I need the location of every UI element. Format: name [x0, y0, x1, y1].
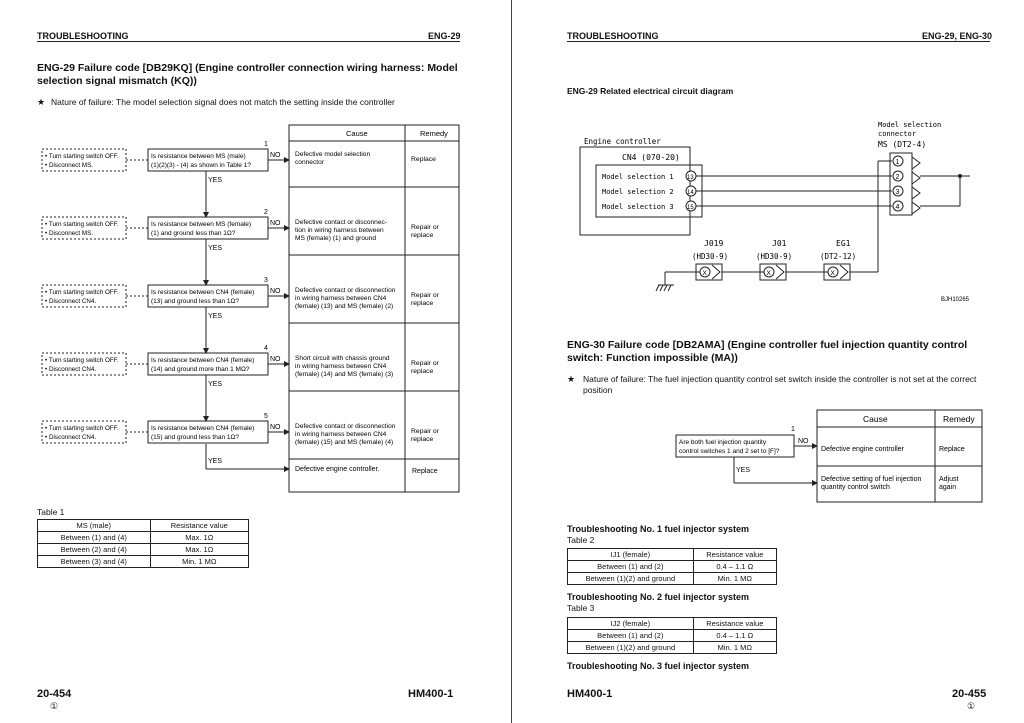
ts2-caption: Table 3: [567, 603, 595, 613]
step-number: 3: [264, 277, 268, 284]
ms-label-3: MS (DT2-4): [878, 140, 927, 149]
question-text: (13) and ground less than 1Ω?: [151, 298, 239, 305]
x-pin: X: [702, 270, 707, 277]
table1-header-ms: MS (male): [38, 520, 151, 532]
right-header-rule: [567, 41, 990, 42]
remedy-text: replace: [411, 436, 434, 443]
no-label: NO: [270, 152, 281, 159]
ts1-caption: Table 2: [567, 535, 595, 545]
condition-text: • Turn starting switch OFF.: [45, 289, 119, 296]
step-number: 5: [264, 413, 268, 420]
yes-label: YES: [208, 381, 223, 388]
eng30-remedy-2a: Adjust: [939, 476, 959, 483]
eng30-step-number: 1: [791, 426, 795, 433]
left-revision-mark: ①: [50, 701, 59, 711]
pin-number: 14: [687, 190, 694, 196]
condition-text: • Disconnect MS.: [45, 162, 94, 169]
circuit-diagram: [560, 115, 990, 310]
eng30-yes-label: YES: [736, 467, 751, 474]
eng30-flowchart: [670, 405, 990, 505]
cn4-label: CN4 (070-20): [622, 153, 680, 162]
final-cause: Defective engine controller.: [295, 466, 380, 473]
no-label: NO: [270, 424, 281, 431]
cause-text: Defective contact or disconnec-: [295, 219, 387, 226]
eng30-cause-1: Defective engine controller: [821, 446, 904, 453]
table-cell: Between (1) and (2): [568, 561, 694, 573]
cause-text: (female) (14) and MS (female) (3): [295, 371, 394, 378]
table-cell: Between (1)(2) and ground: [568, 573, 694, 585]
condition-text: • Turn starting switch OFF.: [45, 425, 119, 432]
eng30-remedy-2b: again: [939, 484, 957, 491]
right-revision-mark: ①: [967, 701, 976, 711]
table-cell: Between (3) and (4): [38, 556, 151, 568]
conn-j01-type: (HD30-9): [756, 252, 793, 261]
eng29-flowchart: [30, 120, 470, 500]
table-cell: Resistance value: [693, 549, 776, 561]
condition-text: • Disconnect CN4.: [45, 366, 97, 373]
ms-pin: 4: [895, 204, 900, 211]
question-text: Is resistance between MS (female): [151, 221, 252, 228]
cause-text: in wiring harness between CN4: [295, 363, 387, 370]
cause-text: Defective contact or disconnection: [295, 423, 396, 430]
table-cell: Max. 1Ω: [150, 532, 248, 544]
ms-pin: 2: [895, 174, 900, 181]
cause-text: connector: [295, 159, 324, 166]
cause-text: Short circuit with chassis ground: [295, 355, 390, 362]
table-cell: Min. 1 MΩ: [150, 556, 248, 568]
remedy-text: replace: [411, 232, 434, 239]
eng30-remedy-1: Replace: [939, 446, 965, 453]
question-text: (1) and ground less than 1Ω?: [151, 230, 236, 237]
cause-text: (female) (13) and MS (female) (2): [295, 303, 394, 310]
cause-text: Defective contact or disconnection: [295, 287, 396, 294]
yes-label: YES: [208, 245, 223, 252]
table-cell: Min. 1 MΩ: [693, 642, 776, 654]
cause-text: (female) (15) and MS (female) (4): [295, 439, 394, 446]
x-pin: X: [830, 270, 835, 277]
condition-text: • Disconnect CN4.: [45, 298, 97, 305]
conn-eg1-name: EG1: [836, 239, 851, 248]
cause-text: MS (female) (1) and ground: [295, 235, 376, 242]
table-cell: 0.4 – 1.1 Ω: [693, 630, 776, 642]
pin-number: 13: [687, 175, 694, 181]
conn-j019-name: J019: [704, 239, 724, 248]
table3: [567, 617, 777, 654]
conn-j01-name: J01: [772, 239, 787, 248]
table1: [37, 519, 249, 568]
table2: [567, 548, 777, 585]
eng30-nature-1: Nature of failure: The fuel injection quantity control set switch inside the controller is not set at the correct: [583, 374, 977, 384]
pin-label: Model selection 3: [602, 203, 674, 211]
left-header-code: ENG-29: [428, 31, 461, 41]
eng29-nature: Nature of failure: The model selection signal does not match the setting inside the controller: [51, 97, 395, 107]
remedy-text: Repair or: [411, 292, 439, 299]
left-header-rule: [37, 41, 460, 42]
drawing-id: BJH10265: [941, 297, 970, 303]
eng30-no-label: NO: [798, 438, 809, 445]
table-cell: Resistance value: [693, 618, 776, 630]
eng30-q2: control switches 1 and 2 set to [F]?: [679, 448, 780, 455]
question-text: Is resistance between MS (male): [151, 153, 246, 160]
right-header-code: ENG-29, ENG-30: [922, 31, 993, 41]
flow-remedy-header: Remedy: [420, 129, 448, 138]
no-label: NO: [270, 356, 281, 363]
table-cell: Max. 1Ω: [150, 544, 248, 556]
ms-pin: 1: [895, 159, 900, 166]
right-page-number: 20-455: [952, 688, 987, 700]
eng30-nature-2: position: [583, 385, 613, 395]
condition-text: • Turn starting switch OFF.: [45, 153, 119, 160]
ms-pin: 3: [895, 189, 900, 196]
eng30-title: ENG-30 Failure code [DB2AMA] (Engine controller fuel injection quantity control switch: Function impossible (MA)): [567, 339, 968, 364]
final-remedy: Replace: [412, 468, 438, 475]
condition-text: • Turn starting switch OFF.: [45, 221, 119, 228]
remedy-text: Repair or: [411, 224, 439, 231]
remedy-text: Replace: [411, 156, 436, 163]
question-text: Is resistance between CN4 (female): [151, 289, 255, 296]
cause-text: Defective model selection: [295, 151, 371, 158]
remedy-text: replace: [411, 300, 434, 307]
flow-cause-header: Cause: [346, 129, 368, 138]
ts1-heading: Troubleshooting No. 1 fuel injector system: [567, 524, 750, 534]
yes-label: YES: [208, 177, 223, 184]
table-cell: Between (1)(2) and ground: [568, 642, 694, 654]
remedy-text: Repair or: [411, 428, 439, 435]
table-cell: IJ2 (female): [568, 618, 694, 630]
yes-label: YES: [208, 313, 223, 320]
step-number: 1: [264, 141, 268, 148]
step-number: 2: [264, 209, 268, 216]
conn-eg1-type: (DT2-12): [820, 252, 857, 261]
cause-text: in wiring harness between CN4: [295, 295, 387, 302]
ts2-heading: Troubleshooting No. 2 fuel injector system: [567, 592, 750, 602]
ms-label-1: Model selection: [878, 121, 942, 129]
final-yes-label: YES: [208, 458, 223, 465]
eng30-cause-2b: quantity control switch: [821, 484, 890, 491]
no-label: NO: [270, 288, 281, 295]
circuit-title: ENG-29 Related electrical circuit diagram: [567, 86, 734, 96]
remedy-text: replace: [411, 368, 434, 375]
condition-text: • Turn starting switch OFF.: [45, 357, 119, 364]
left-page-number: 20-454: [37, 688, 72, 700]
pin-number: 15: [687, 205, 694, 211]
star-icon: ★: [567, 374, 576, 384]
table1-caption: Table 1: [37, 507, 65, 517]
right-header-section: TROUBLESHOOTING: [567, 31, 659, 41]
step-number: 4: [264, 345, 268, 352]
eng30-q1: Are both fuel injection quantity: [679, 439, 767, 446]
engine-controller-label: Engine controller: [584, 137, 661, 146]
page-divider: [511, 0, 512, 723]
cause-text: tion in wiring harness between: [295, 227, 384, 234]
question-text: (1)(2)(3) - (4) as shown in Table 1?: [151, 162, 251, 169]
pin-label: Model selection 1: [602, 173, 674, 181]
left-header-section: TROUBLESHOOTING: [37, 31, 129, 41]
question-text: (14) and ground more than 1 MΩ?: [151, 366, 250, 373]
cause-text: in wiring harness between CN4: [295, 431, 387, 438]
question-text: Is resistance between CN4 (female): [151, 357, 255, 364]
question-text: (15) and ground less than 1Ω?: [151, 434, 239, 441]
eng29-title: ENG-29 Failure code [DB29KQ] (Engine controller connection wiring harness: Model selection signal mismatch (KQ)): [37, 62, 458, 87]
remedy-text: Repair or: [411, 360, 439, 367]
table-cell: Between (1) and (2): [568, 630, 694, 642]
star-icon: ★: [37, 97, 46, 107]
question-text: Is resistance between CN4 (female): [151, 425, 255, 432]
left-model: HM400-1: [408, 688, 454, 700]
table-cell: 0.4 – 1.1 Ω: [693, 561, 776, 573]
no-label: NO: [270, 220, 281, 227]
x-pin: X: [766, 270, 771, 277]
right-model: HM400-1: [567, 688, 613, 700]
pin-label: Model selection 2: [602, 188, 674, 196]
table-cell: Between (2) and (4): [38, 544, 151, 556]
table-cell: Between (1) and (4): [38, 532, 151, 544]
eng30-cause-header: Cause: [863, 414, 888, 424]
ms-label-2: connector: [878, 130, 916, 138]
table1-header-value: Resistance value: [150, 520, 248, 532]
ts3-heading: Troubleshooting No. 3 fuel injector system: [567, 661, 750, 671]
eng30-remedy-header: Remedy: [943, 414, 975, 424]
conn-j019-type: (HD30-9): [692, 252, 729, 261]
table-cell: Min. 1 MΩ: [693, 573, 776, 585]
eng30-cause-2a: Defective setting of fuel injection: [821, 476, 922, 483]
table-cell: IJ1 (female): [568, 549, 694, 561]
condition-text: • Disconnect CN4.: [45, 434, 97, 441]
condition-text: • Disconnect MS.: [45, 230, 94, 237]
